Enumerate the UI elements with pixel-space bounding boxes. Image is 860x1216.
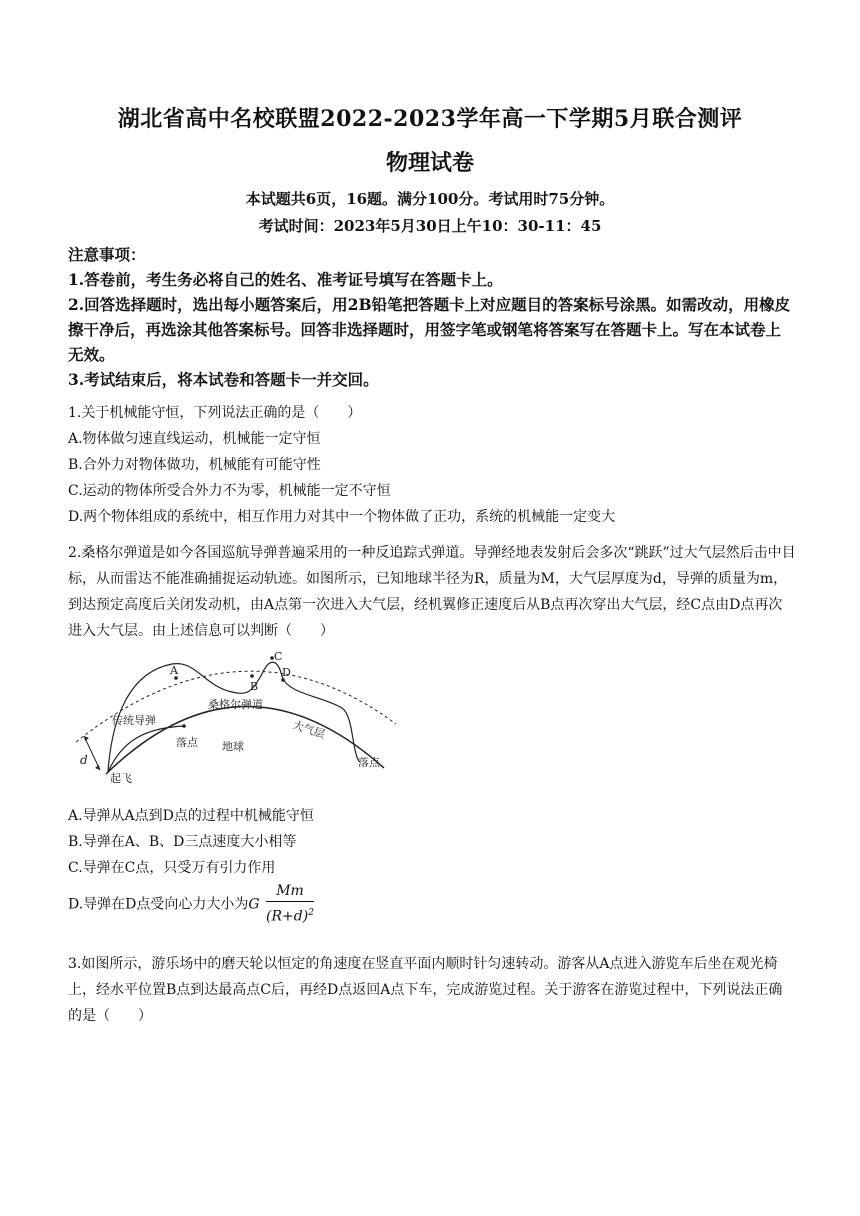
label-earth: 地球 <box>222 740 244 753</box>
exam-title: 湖北省高中名校联盟2022-2023学年高一下学期5月联合测评 <box>117 106 743 132</box>
label-landing-2: 落点 <box>358 756 380 769</box>
fraction-denominator: $(R+d)^2$ <box>266 908 314 925</box>
label-landing-1: 落点 <box>176 736 198 749</box>
label-d-point: D <box>282 666 291 679</box>
exam-info-line-1: 本试题共6页，16题。满分100分。考试用时75分钟。 <box>245 190 615 208</box>
sanger-trajectory-figure <box>72 646 402 784</box>
question-3-stem: 3.如图所示，游乐场中的磨天轮以恒定的角速度在竖直平面内顺时针匀速转动。游客从A点进入游览车后坐在观光椅上，经水平位置B点到达最高点C后，再经D点返回A点下车，完成游览过程。关于游客在游览过程中，下列说法正确的是（ ） <box>68 956 783 1024</box>
traditional-landing-dot <box>182 724 186 728</box>
label-launch: 起飞 <box>110 772 132 784</box>
note-item-3: 3.考试结束后，将本试卷和答题卡一并交回。 <box>68 370 379 389</box>
note-item-1: 1.答卷前，考生务必将自己的姓名、准考证号填写在答题卡上。 <box>68 270 503 289</box>
label-a: A <box>170 664 178 677</box>
option-d-prefix: D.导弹在D点受向心力大小为 <box>68 896 249 913</box>
centripetal-force-fraction <box>266 881 314 928</box>
label-traditional: 传统导弹 <box>112 714 156 727</box>
label-b: B <box>250 680 259 693</box>
question-1 <box>68 400 796 530</box>
question-2 <box>68 540 796 644</box>
question-1-stem: 1.关于机械能守恒，下列说法正确的是（ ） <box>68 405 362 421</box>
question-2-options <box>68 803 796 928</box>
notes-section <box>68 242 796 392</box>
point-b-dot <box>250 674 254 678</box>
question-1-option-b: B.合外力对物体做功，机械能有可能守性 <box>68 457 321 473</box>
traditional-trajectory-path <box>108 726 184 772</box>
exam-info-line-2: 考试时间：2023年5月30日上午10：30-11：45 <box>258 217 602 235</box>
question-3 <box>68 951 796 1029</box>
question-1-option-c: C.运动的物体所受合外力不为零，机械能一定不守恒 <box>68 483 391 499</box>
label-atmosphere: 大气层 <box>291 718 327 742</box>
question-2-option-d <box>68 881 796 928</box>
notes-heading: 注意事项： <box>68 245 146 264</box>
formula-g: G <box>248 896 260 913</box>
question-1-option-a: A.物体做匀速直线运动，机械能一定守恒 <box>68 431 321 447</box>
note-item-2: 2.回答选择题时，选出每小题答案后，用2B铅笔把答题卡上对应题目的答案标号涂黑。如需改动，用橡皮擦干净后，再选涂其他答案标号。回答非选择题时，用签字笔或钢笔将答案写在答题卡上。写在本试卷上无效。 <box>68 295 791 364</box>
question-2-option-a: A.导弹从A点到D点的过程中机械能守恒 <box>68 808 314 824</box>
question-2-option-c: C.导弹在C点，只受万有引力作用 <box>68 860 276 876</box>
question-1-option-d: D.两个物体组成的系统中，相互作用力对其中一个物体做了正功，系统的机械能一定变大 <box>68 509 616 525</box>
exam-subtitle: 物理试卷 <box>385 150 474 176</box>
label-thickness-d: d <box>80 753 88 767</box>
label-sanger: 桑格尔弹道 <box>208 698 263 711</box>
question-2-option-b: B.导弹在A、B、D三点速度大小相等 <box>68 834 297 850</box>
fraction-numerator: Mm <box>266 881 314 902</box>
question-2-stem: 2.桑格尔弹道是如今各国巡航导弹普遍采用的一种反追踪式弹道。导弹经地表发射后会多次“跳跃”过大气层然后击中目标，从而雷达不能准确捕捉运动轨迹。如图所示，已知地球半径为R，质量为M，大气层厚度为d，导弹的质量为m，到达预定高度后关闭发动机，由A点第一次进入大气层，经机翼修正速度后从B点再次穿出大气层，经C点由D点再次进入大气层。由上述信息可以判断（ ） <box>68 545 796 639</box>
fraction-exponent: 2 <box>308 908 314 918</box>
label-c: C <box>274 650 283 663</box>
